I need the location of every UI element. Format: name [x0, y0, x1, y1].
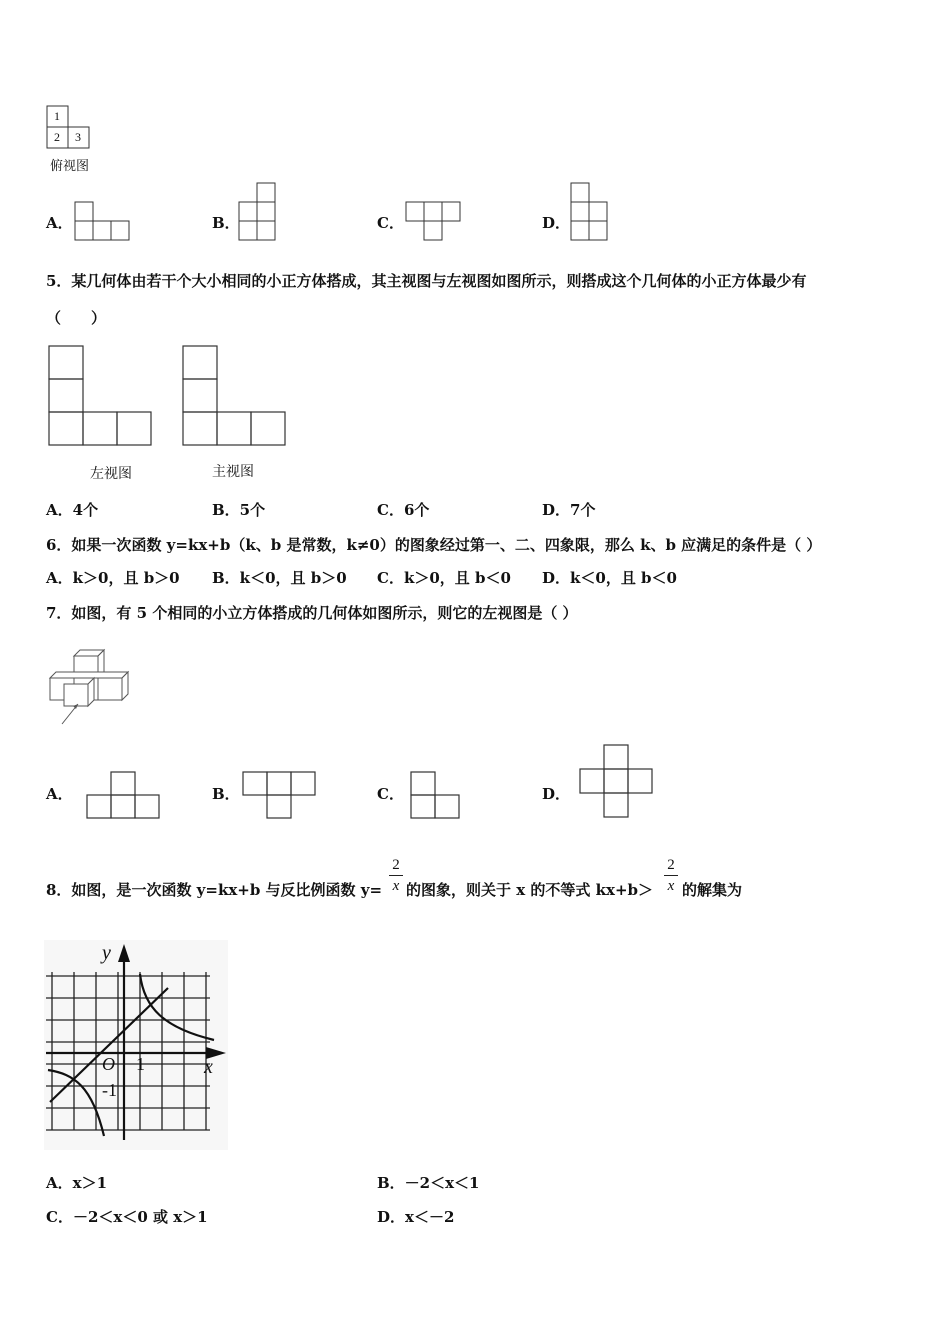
q8-origin-label: O	[102, 1054, 115, 1074]
q8-option-d[interactable]: D．x＜－2	[377, 1208, 455, 1226]
q8-fraction-2	[664, 856, 678, 895]
q8-one-label: 1	[136, 1054, 145, 1074]
q5-text-line2: （ ）	[46, 309, 107, 327]
q8-x-label: x	[204, 1056, 213, 1078]
q8-option-a[interactable]: A．x＞1	[46, 1174, 108, 1192]
q5-text-line1: 5．某几何体由若干个大小相同的小正方体搭成，其主视图与左视图如图所示，则搭成这个几何体的小正方体最少有	[46, 272, 807, 290]
q5-option-c[interactable]: C．6个	[377, 501, 430, 519]
top-view-caption: 俯视图	[50, 159, 90, 174]
q4-option-d[interactable]: D．	[542, 214, 571, 232]
q7-3d-figure	[44, 640, 134, 730]
q4-option-a-figure	[74, 200, 134, 242]
q6-option-c[interactable]: C．k＞0，且 b＜0	[377, 569, 511, 587]
q5-left-view-caption: 左视图	[90, 466, 132, 482]
q8-option-b[interactable]: B．－2＜x＜1	[377, 1174, 480, 1192]
q8-text-part2: 的图象，则关于 x 的不等式 kx+b＞	[406, 881, 654, 899]
q7-option-c[interactable]: C．	[377, 785, 404, 803]
q8-fraction-2-num: 2	[667, 857, 675, 873]
q8-graph-svg	[44, 940, 228, 1150]
q8-text-part1: 8．如图，是一次函数 y=kx+b 与反比例函数 y=	[46, 881, 383, 899]
q8-option-c[interactable]: C．－2＜x＜0 或 x＞1	[46, 1208, 208, 1226]
q7-option-a-figure	[86, 771, 162, 821]
q8-fraction-1-num: 2	[392, 857, 400, 873]
q5-main-view-caption: 主视图	[212, 464, 254, 480]
q7-text: 7．如图，有 5 个相同的小立方体搭成的几何体如图所示，则它的左视图是（ ）	[46, 604, 578, 622]
y-axis-arrow-icon	[118, 944, 130, 962]
top-view-cell-1: 1	[54, 109, 60, 123]
top-view-cell-3: 3	[75, 130, 81, 144]
q4-option-c[interactable]: C．	[377, 214, 404, 232]
top-view-cell-2: 2	[54, 130, 60, 144]
q8-text-part3: 的解集为	[682, 881, 743, 899]
q4-option-b-figure	[238, 182, 280, 244]
q4-option-d-figure	[570, 182, 612, 244]
q7-option-a[interactable]: A．	[46, 785, 73, 803]
q6-option-d[interactable]: D．k＜0，且 b＜0	[542, 569, 677, 587]
q7-option-b[interactable]: B．	[212, 785, 240, 803]
q6-text: 6．如果一次函数 y=kx+b（k、b 是常数，k≠0）的图象经过第一、二、四象限，那么 k、b 应满足的条件是（ ）	[46, 536, 822, 554]
q8-hyperbola-branch-1	[140, 974, 214, 1040]
q6-option-a[interactable]: A．k＞0，且 b＞0	[46, 569, 180, 587]
q7-option-b-figure	[242, 771, 318, 821]
q5-left-view-figure	[48, 345, 154, 449]
q4-option-b[interactable]: B．	[212, 214, 240, 232]
q7-option-c-figure	[410, 771, 462, 821]
q8-fraction-1-den: x	[392, 878, 400, 894]
q8-y-label: y	[102, 942, 111, 964]
q5-main-view-figure	[182, 345, 288, 449]
q8-graph	[44, 940, 228, 1150]
q5-option-d[interactable]: D．7个	[542, 501, 596, 519]
q4-option-c-figure	[405, 200, 467, 242]
q7-option-d[interactable]: D．	[542, 785, 571, 803]
q7-option-d-figure	[579, 744, 655, 820]
q5-option-a[interactable]: A．4个	[46, 501, 99, 519]
q8-neg-one-label: -1	[102, 1080, 117, 1100]
q6-option-b[interactable]: B．k＜0，且 b＞0	[212, 569, 347, 587]
q4-option-a[interactable]: A．	[46, 214, 73, 232]
q8-fraction-2-den: x	[667, 878, 675, 894]
q8-fraction-1	[389, 856, 403, 895]
q4-top-view	[46, 105, 96, 155]
q5-option-b[interactable]: B．5个	[212, 501, 266, 519]
